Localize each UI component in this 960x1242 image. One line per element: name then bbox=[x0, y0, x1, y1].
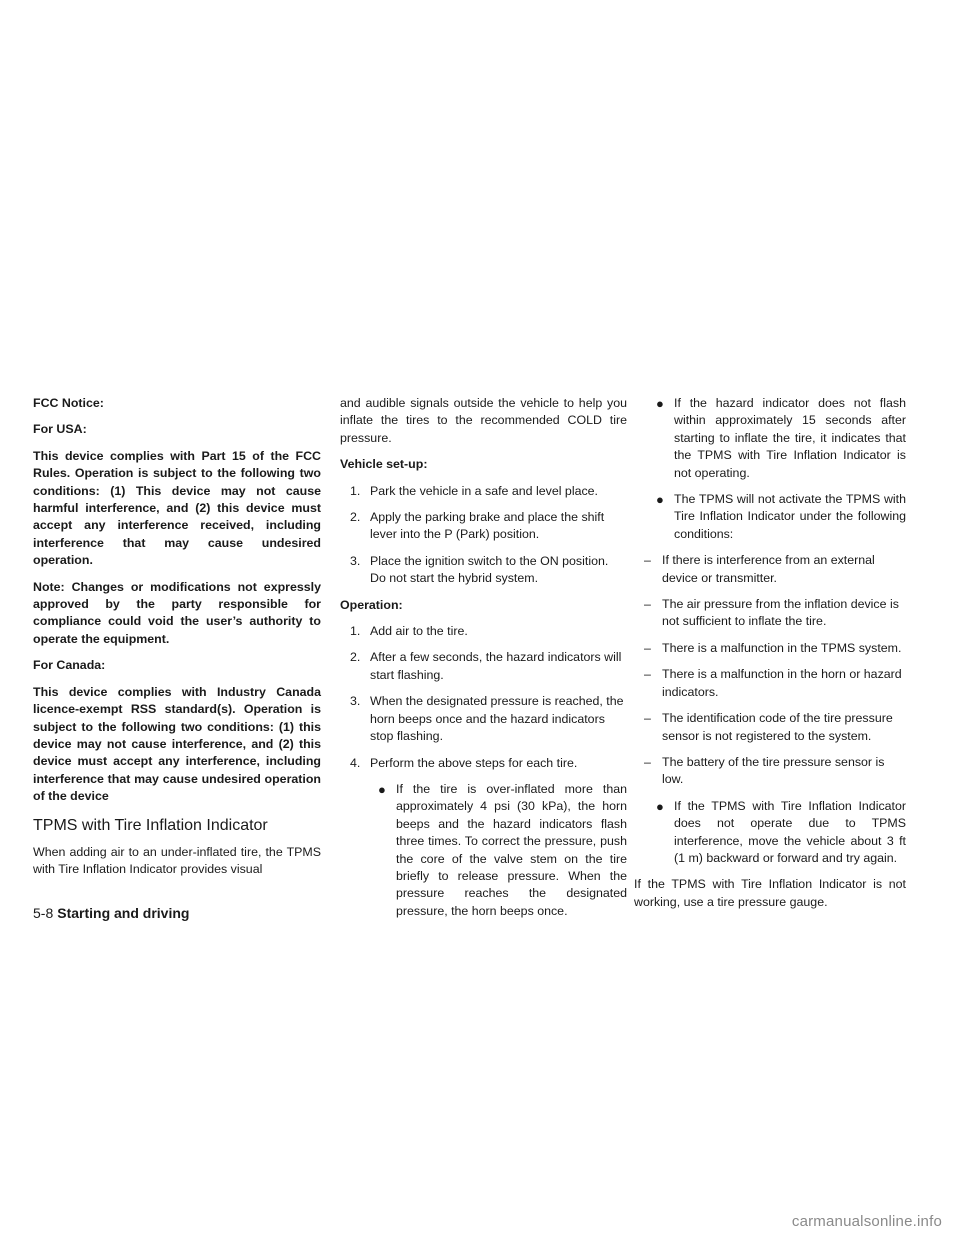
bullet-text: If the hazard indicator does not flash within approximately 15 seconds after starting to inflate the tire, it indicates that the TPMS with Tire Inflation Indicator is not operating. bbox=[674, 396, 906, 480]
dash-text: The air pressure from the inflation device is not sufficient to inflate the tire. bbox=[662, 597, 899, 629]
list-item bbox=[350, 755, 627, 772]
step-text: Park the vehicle in a safe and level place. bbox=[370, 483, 598, 498]
step-number: 3. bbox=[350, 694, 361, 709]
page-footer bbox=[33, 904, 189, 922]
bullet-text: The TPMS will not activate the TPMS with Tire Inflation Indicator under the following conditions: bbox=[674, 492, 906, 541]
list-item bbox=[634, 596, 906, 631]
list-item bbox=[634, 754, 906, 789]
step-text: Perform the above steps for each tire. bbox=[370, 755, 578, 770]
bullet-icon: ● bbox=[656, 798, 664, 814]
bullet-text: If the TPMS with Tire Inflation Indicator does not operate due to TPMS interference, move the vehicle about 3 ft (1 m) backward or forward and try again. bbox=[674, 798, 906, 865]
vehicle-setup-label: Vehicle set-up: bbox=[340, 457, 428, 472]
step-number: 1. bbox=[350, 624, 361, 639]
dash-icon: – bbox=[644, 597, 651, 612]
dash-text: The identification code of the tire pressure sensor is not registered to the system. bbox=[662, 711, 893, 743]
step-number: 1. bbox=[350, 483, 361, 498]
intro-continued-text: and audible signals outside the vehicle to help you inflate the tires to the recommended COLD tire pressure. bbox=[340, 396, 627, 445]
section-heading: TPMS with Tire Inflation Indicator bbox=[33, 816, 268, 834]
canada-compliance-text: This device complies with Industry Canada licence-exempt RSS standard(s). Operation is subject to the following two conditions: (1) this device may not cause interference, and (2) this device must accept any interference, including interference that may cause undesired operation of the device bbox=[33, 684, 321, 804]
note-text: Note: Changes or modifications not expressly approved by the party responsible for compliance could void the user’s authority to operate the equipment. bbox=[33, 579, 321, 646]
usa-compliance-text: This device complies with Part 15 of the FCC Rules. Operation is subject to the following two conditions: (1) This device may not cause harmful interference, and (2) this device must accept any interference received, including interference that may cause undesired operation. bbox=[33, 448, 321, 568]
fcc-notice-label: FCC Notice: bbox=[33, 396, 104, 410]
step-number: 4. bbox=[350, 755, 361, 770]
dash-text: If there is interference from an external device or transmitter. bbox=[662, 553, 875, 585]
step-text: Apply the parking brake and place the shift lever into the P (Park) position. bbox=[370, 510, 605, 542]
bullet-icon: ● bbox=[656, 492, 664, 508]
list-item bbox=[350, 483, 627, 500]
closing-text: If the TPMS with Tire Inflation Indicator is not working, use a tire pressure gauge. bbox=[634, 877, 906, 909]
step-number: 2. bbox=[350, 510, 361, 525]
page-number: 5-8 bbox=[33, 905, 54, 921]
column-3 bbox=[634, 395, 906, 920]
dash-icon: – bbox=[644, 553, 651, 568]
list-item bbox=[350, 693, 627, 745]
list-item bbox=[634, 395, 906, 482]
list-item bbox=[634, 552, 906, 587]
bullet-icon: ● bbox=[656, 396, 664, 411]
for-canada-label: For Canada: bbox=[33, 658, 106, 673]
dash-icon: – bbox=[644, 640, 651, 655]
list-item bbox=[634, 491, 906, 543]
step-number: 3. bbox=[350, 553, 361, 568]
list-item bbox=[340, 781, 627, 920]
list-item bbox=[350, 509, 627, 544]
section-title: Starting and driving bbox=[57, 905, 190, 921]
list-item bbox=[634, 710, 906, 745]
dash-text: The battery of the tire pressure sensor is low. bbox=[662, 754, 885, 787]
watermark: carmanualsonline.info bbox=[791, 1213, 942, 1230]
for-usa-label: For USA: bbox=[33, 422, 87, 437]
step-number: 2. bbox=[350, 650, 361, 665]
operation-label: Operation: bbox=[340, 597, 403, 612]
intro-text: When adding air to an under-inflated tire, the TPMS with Tire Inflation Indicator provides visual bbox=[33, 844, 321, 876]
bullet-text: If the tire is over-inflated more than approximately 4 psi (30 kPa), the horn beeps and the hazard indicators flash three times. To correct the pressure, push the core of the valve stem on the tire briefly to release pressure. When the pressure reaches the designated pressure, the horn beeps once. bbox=[396, 781, 627, 918]
dash-text: There is a malfunction in the horn or hazard indicators. bbox=[662, 667, 902, 699]
operation-steps-list bbox=[340, 623, 627, 772]
list-item bbox=[350, 649, 627, 684]
dash-icon: – bbox=[644, 711, 651, 726]
column-2 bbox=[340, 395, 627, 929]
dash-icon: – bbox=[644, 754, 651, 769]
dash-text: There is a malfunction in the TPMS system. bbox=[662, 640, 902, 655]
list-item bbox=[350, 553, 627, 588]
column-1 bbox=[33, 395, 321, 887]
list-item bbox=[634, 798, 906, 868]
setup-steps-list bbox=[340, 483, 627, 588]
step-text: Place the ignition switch to the ON position. Do not start the hybrid system. bbox=[370, 553, 609, 586]
bullet-icon: ● bbox=[378, 781, 386, 797]
list-item bbox=[350, 623, 627, 640]
step-text: After a few seconds, the hazard indicators will start flashing. bbox=[370, 650, 622, 682]
dash-icon: – bbox=[644, 667, 651, 682]
step-text: Add air to the tire. bbox=[370, 624, 468, 639]
step-text: When the designated pressure is reached, the horn beeps once and the hazard indicators stop flashing. bbox=[370, 694, 624, 744]
list-item bbox=[634, 666, 906, 701]
list-item bbox=[634, 640, 906, 657]
